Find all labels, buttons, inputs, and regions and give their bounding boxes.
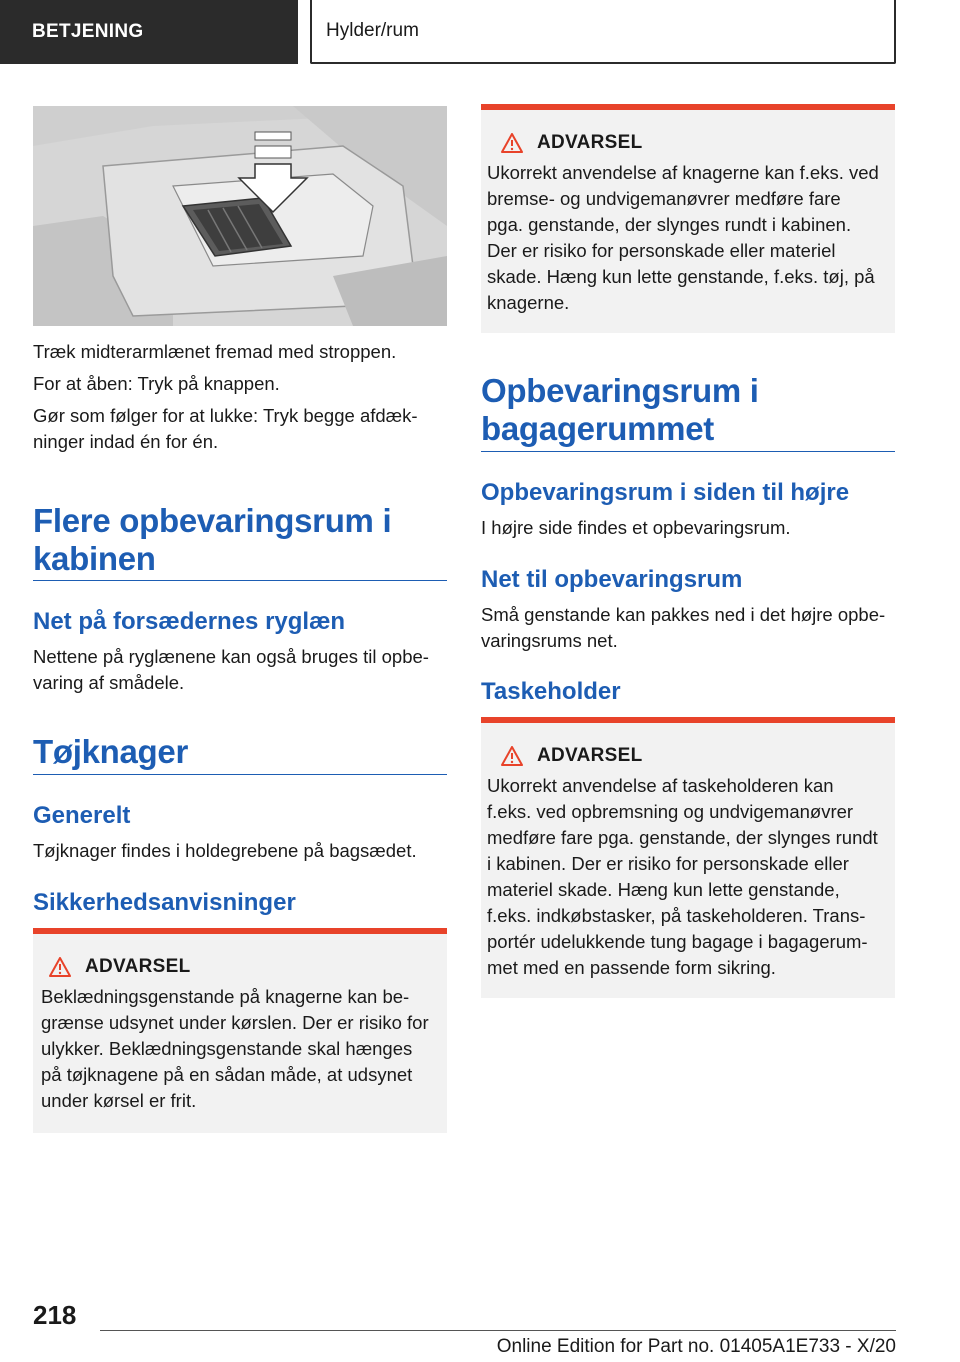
instruction-open: For at åben: Tryk på knappen. [33,373,280,394]
heading-trunk-storage-line-2: bagagerummet [481,410,714,447]
warning-triangle-icon [501,133,523,153]
heading-general: Generelt [33,802,131,829]
footer-divider [100,1330,896,1331]
storage-net-line-1: Små genstande kan pakkes ned i det højre opbe‐ [481,604,886,625]
warning-line: Der er risiko for personskade eller materiel [487,240,836,261]
warning-line: ulykker. Beklædningsgenstande skal hænges [41,1038,413,1059]
warning-line: Ukorrekt anvendelse af taskeholderen kan [487,775,834,796]
section-divider [33,774,447,775]
warning-line: grænse udsynet under kørslen. Der er risiko for [41,1012,429,1033]
warning-line: bremse- og undvigemanøvrer medføre fare [487,188,841,209]
warning-line: på tøjknagene på en sådan måde, at udsynet [41,1064,413,1085]
warning-line: pga. genstande, der slynges rundt i kabinen. [487,214,852,235]
section-divider [481,451,895,452]
heading-trunk-storage-line-1: Opbevaringsrum i [481,372,759,409]
warning-box-hooks [33,928,447,1133]
general-text: Tøjknager findes i holdegrebene på bagsædet. [33,840,417,861]
warning-text [41,984,435,1114]
heading-right-side-storage: Opbevaringsrum i siden til højre [481,479,850,506]
armrest-drawing [33,106,447,326]
chapter-title: Hylder/rum [326,20,419,41]
warning-line: portér udelukkende tung bagage i bagagerum‐ [487,931,868,952]
warning-header [487,132,885,154]
seatback-net-line-2: varing af smådele. [33,672,185,693]
armrest-illustration [33,106,447,326]
heading-trunk-storage [481,372,895,448]
heading-more-storage-line-2: kabinen [33,540,156,577]
section-title: BETJENING [32,21,144,42]
heading-safety: Sikkerhedsanvisninger [33,889,296,916]
warning-line: Ukorrekt anvendelse af knagerne kan f.eks. ved [487,162,879,183]
right-side-text: I højre side findes et opbevaringsrum. [481,517,791,538]
warning-title: ADVARSEL [537,745,643,766]
page-number: 218 [33,1300,77,1330]
warning-line: f.eks. ved opbremsning og undvigemanøvrer [487,801,854,822]
instruction-close-line-1: Gør som følger for at lukke: Tryk begge afdæk‐ [33,405,418,426]
warning-text [487,773,885,981]
warning-line: skade. Hæng kun lette genstande, f.eks. tøj, på [487,266,875,287]
heading-more-storage-line-1: Flere opbevaringsrum i [33,502,392,539]
warning-text [487,160,885,316]
edition-note: Online Edition for Part no. 01405A1E733 - X/20 [496,1336,896,1357]
chapter-tab [310,0,896,64]
warning-line: f.eks. indkøbstasker, på taskeholderen. Trans‐ [487,905,866,926]
section-tab [0,0,298,64]
warning-line: knagerne. [487,292,570,313]
heading-more-storage [33,502,447,578]
warning-box-bag-holder [481,717,895,998]
warning-line: Beklædningsgenstande på knagerne kan be‐ [41,986,410,1007]
warning-title: ADVARSEL [85,956,191,977]
warning-line: materiel skade. Hæng kun lette genstande, [487,879,840,900]
heading-seatback-net: Net på forsædernes ryglæn [33,608,346,635]
instruction-pull: Træk midterarmlænet fremad med stroppen. [33,341,397,362]
section-divider [33,580,447,581]
warning-title: ADVARSEL [537,132,643,153]
heading-clothes-hooks: Tøjknager [33,733,189,770]
warning-line: i kabinen. Der er risiko for personskade eller [487,853,849,874]
warning-line: medføre fare pga. genstande, der slynges rundt [487,827,878,848]
instruction-close-line-2: ninger indad én for én. [33,431,219,452]
warning-header [41,956,435,978]
storage-net-line-2: varingsrums net. [481,630,618,651]
warning-line: met med en passende form sikring. [487,957,776,978]
warning-header [487,745,885,767]
warning-line: under kørsel er frit. [41,1090,197,1111]
heading-bag-holder: Taskeholder [481,678,621,705]
warning-triangle-icon [501,746,523,766]
warning-box-knager [481,104,895,333]
heading-storage-net: Net til opbevaringsrum [481,566,743,593]
warning-triangle-icon [49,957,71,977]
seatback-net-line-1: Nettene på ryglænene kan også bruges til opbe‐ [33,646,429,667]
